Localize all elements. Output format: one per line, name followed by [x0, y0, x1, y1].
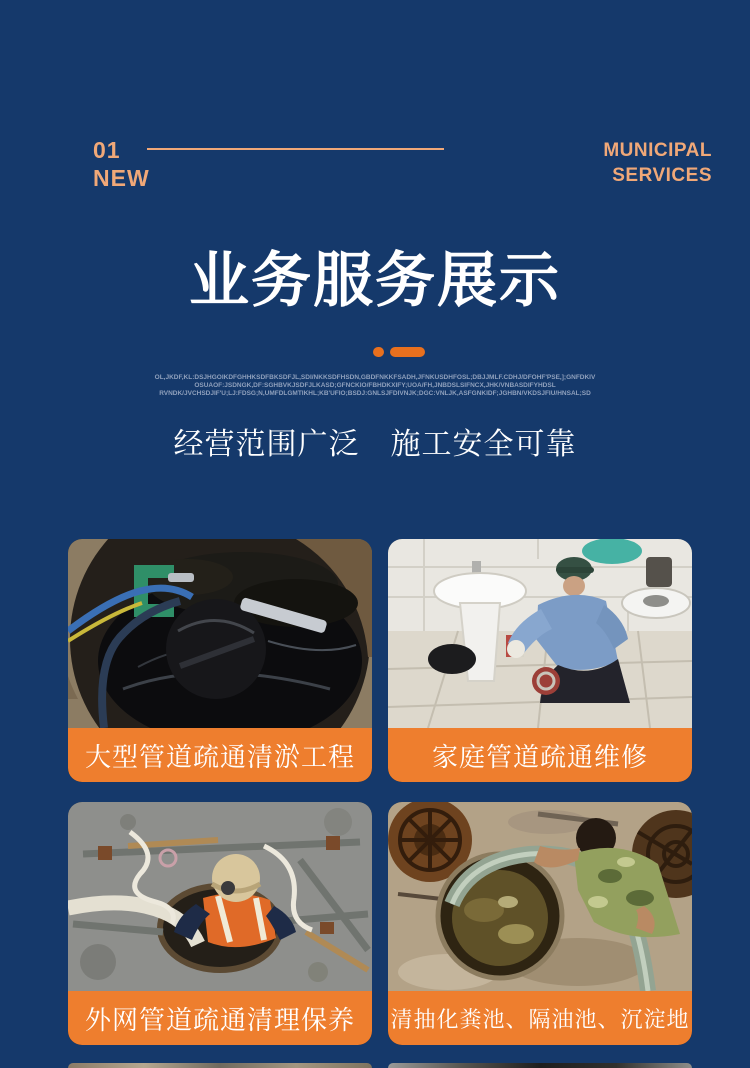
service-card-large-pipe-dredging — [68, 539, 372, 782]
section-label: NEW — [93, 165, 150, 191]
manhole-sludge-dredging-illustration — [68, 539, 372, 728]
divider-dot — [373, 347, 384, 357]
section-title-en — [603, 138, 712, 188]
service-card-septic-tank-pumping — [388, 802, 692, 1045]
service-caption: 外网管道疏通清理保养 — [68, 991, 372, 1045]
divider-bar — [390, 347, 425, 357]
service-card-home-pipe-repair — [388, 539, 692, 782]
fine-print-line: OL,JKDF,KL:DSJHGOIKDFGHHKSDFBKSDFJL,SDI/NKKSDFHSDN,GBDFNKKFSADH,JFNKUSDHFOSL;DBJJMLF.CDHJ/DFOHF'PSE,];GNFDKIV — [154, 374, 596, 381]
fine-print-line: RVNDK/JVCHSDJIF'U;LJ:FDSG;N,UMFDLGMTIKHL;KB'UFIO;BSDJ:GNLSJFDIVNJK;DGC:VNLJK,ASFGNKIDF;JGHBN/VKDSJFIU/HNSAL;SD — [159, 390, 591, 397]
street-manhole-maintenance-illustration — [68, 802, 372, 991]
service-card-external-pipe-maintenance — [68, 802, 372, 1045]
section-number: 01 — [93, 137, 121, 163]
page-title: 业务服务展示 — [189, 247, 561, 314]
section-title-en-line1: MUNICIPAL — [603, 140, 712, 161]
fine-print-line: OSUAOF:JSDNGK,DF:SGHBVKJSDFJLKASD;GFNCKIO/FBHDKXIFY;UOA/FH,JNBDSLSIFNCX,JHK/VNBASDIFYHDSL — [194, 382, 556, 389]
service-caption: 大型管道疏通清淤工程 — [68, 728, 372, 782]
photo-street-manhole-maintenance — [68, 802, 372, 991]
photo-bathroom-drain-repair — [388, 539, 692, 728]
service-caption: 家庭管道疏通维修 — [388, 728, 692, 782]
next-row-card-preview-left — [68, 1063, 372, 1068]
photo-septic-tank-pumping — [388, 802, 692, 991]
service-caption: 清抽化粪池、隔油池、沉淀地 — [388, 991, 692, 1045]
fine-print — [0, 374, 750, 398]
septic-tank-pumping-illustration — [388, 802, 692, 991]
bathroom-drain-repair-illustration — [388, 539, 692, 728]
page-subtitle: 经营范围广泛 施工安全可靠 — [173, 428, 577, 461]
header-divider-line — [147, 148, 444, 150]
section-title-en-line2: SERVICES — [612, 165, 712, 186]
photo-manhole-sludge-dredging — [68, 539, 372, 728]
section-index — [93, 136, 150, 192]
next-row-card-preview-right — [388, 1063, 692, 1068]
